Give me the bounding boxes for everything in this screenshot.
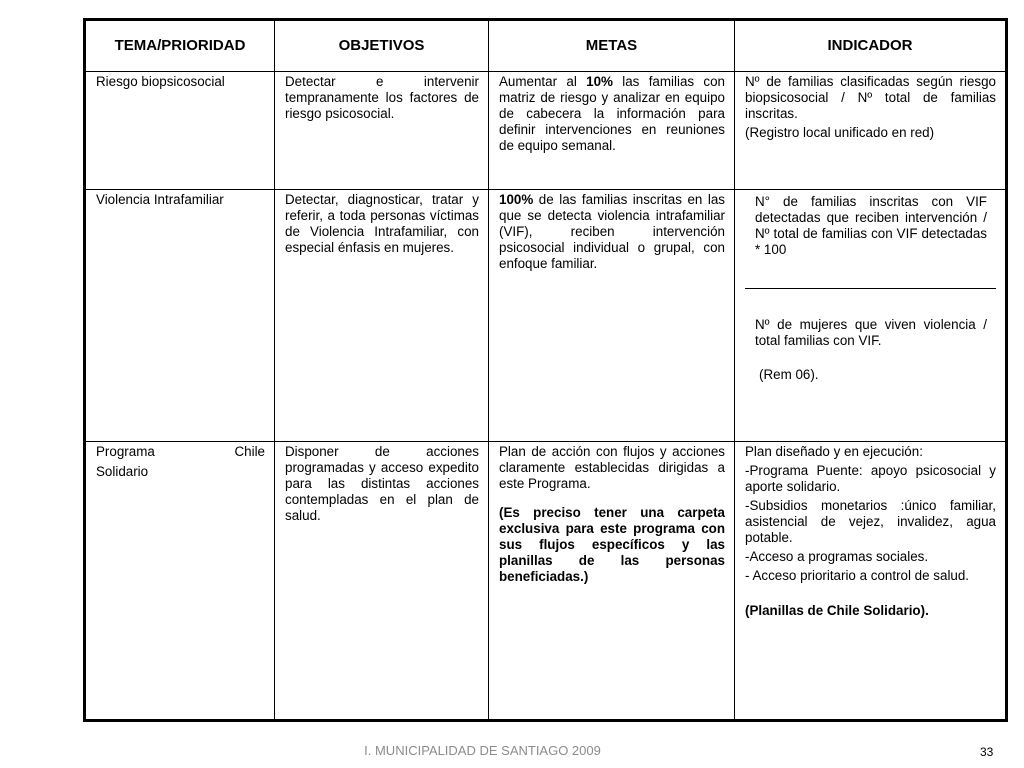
programa-table [83,18,1008,722]
row3-indicador-line-0: Plan diseñado y en ejecución: [745,444,923,459]
row3-tema-3: Solidario [96,464,149,479]
row1-objetivo: Detectar e intervenir tempranamente los factores de riesgo psicosocial. [275,72,489,190]
row2-indicador [735,190,1007,442]
row1-indicador [735,72,1007,190]
row3-meta-1: Plan de acción con flujos y acciones claramente establecidas dirigidas a este Programa. [499,444,725,491]
page-number: 33 [980,745,994,759]
row2-meta-post: de las familias inscritas en las que se detecta violencia intrafamiliar (VIF), reciben intervención psicosocial individual o grupal, con enfoque familiar. [499,192,725,271]
table-row [85,442,1007,721]
row2-tema: Violencia Intrafamiliar [85,190,275,442]
row3-indicador-line-4: - Acceso prioritario a control de salud. [745,568,970,583]
row3-tema-2: Chile [234,444,265,459]
row3-indicador-line-1: -Programa Puente: apoyo psicosocial y aporte solidario. [745,463,996,494]
header-tema: TEMA/PRIORIDAD [85,20,275,72]
row2-objetivo: Detectar, diagnosticar, tratar y referir, a toda personas víctimas de Violencia Intrafamiliar, con especial énfasis en mujeres. [275,190,489,442]
row3-tema-1: Programa [96,444,155,459]
table-row [85,72,1007,190]
row3-tema-line [96,444,265,460]
row3-indicador-line-3: -Acceso a programas sociales. [745,549,929,564]
row1-meta-post: las familias con matriz de riesgo y analizar en equipo de cabecera la información para definir intervenciones en reuniones de equipo semanal. [499,74,725,153]
header-indicador: INDICADOR [735,20,1007,72]
row3-indicador [735,442,1007,721]
row2-meta [489,190,735,442]
row3-objetivo: Disponer de acciones programadas y acceso expedito para las distintas acciones contempladas en el plan de salud. [275,442,489,721]
row3-indicador-line-2: -Subsidios monetarios :único familiar, asistencial de vejez, invalidez, agua potable. [745,498,996,545]
row2-indicador-2: Nº de mujeres que viven violencia / total familias con VIF. [755,317,987,348]
row1-tema: Riesgo biopsicosocial [85,72,275,190]
row1-meta-bold: 10% [586,74,613,89]
table-header-row [85,20,1007,72]
row3-meta [489,442,735,721]
row3-meta-2: (Es preciso tener una carpeta exclusiva para este programa con sus flujos específicos y las planillas de las personas beneficiadas.) [499,505,725,584]
row1-meta [489,72,735,190]
header-objetivos: OBJETIVOS [275,20,489,72]
row1-indicador-2: (Registro local unificado en red) [745,125,935,140]
row3-tema [85,442,275,721]
row3-indicador-bold: (Planillas de Chile Solidario). [745,603,929,618]
row1-indicador-1: Nº de familias clasificadas según riesgo biopsicosocial / Nº total de familias inscritas. [745,74,996,121]
row2-meta-bold: 100% [499,192,534,207]
row1-meta-pre: Aumentar al [499,74,587,89]
header-metas: METAS [489,20,735,72]
row2-indicador-3: (Rem 06). [759,367,819,382]
table-row [85,190,1007,442]
footer-text: I. MUNICIPALIDAD DE SANTIAGO 2009 [364,743,601,758]
row2-indicador-1: N° de familias inscritas con VIF detectadas que reciben intervención / Nº total de familias con VIF detectadas * 100 [745,192,996,289]
